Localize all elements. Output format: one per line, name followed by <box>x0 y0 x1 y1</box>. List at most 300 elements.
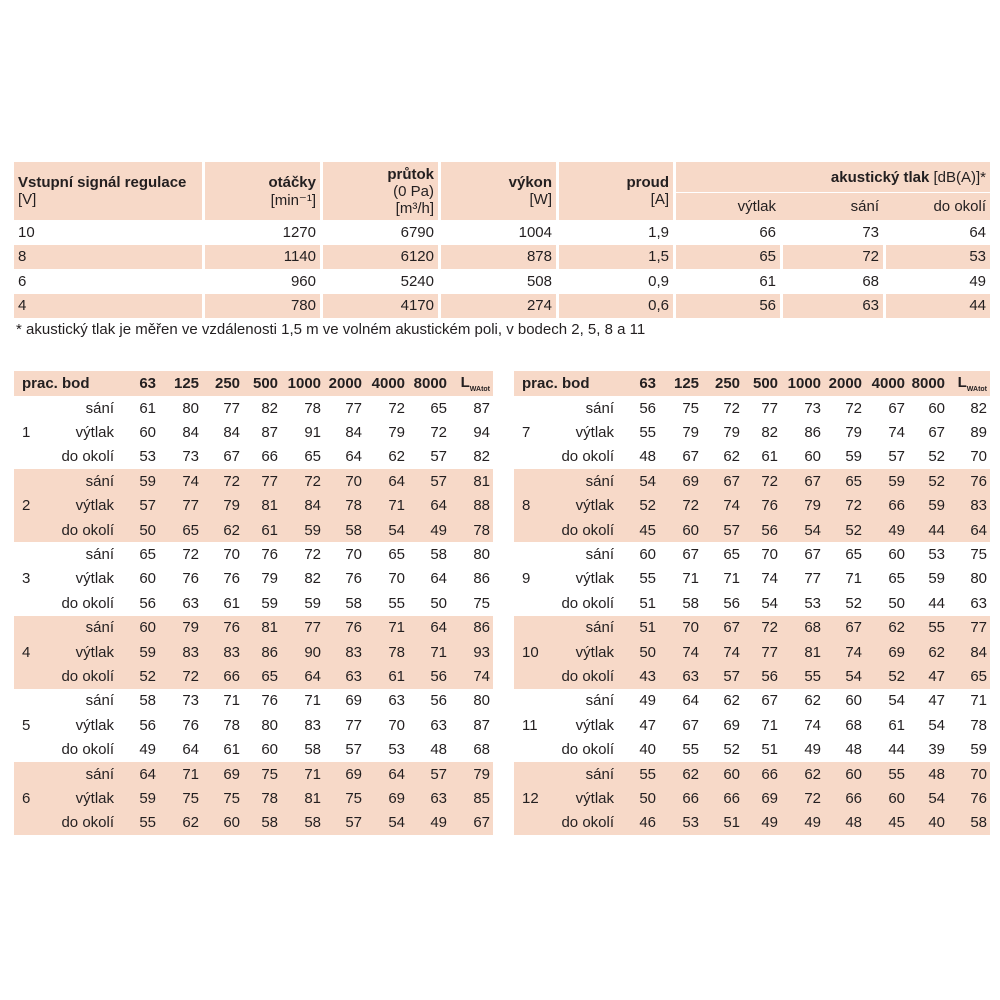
value-cell: 79 <box>723 424 741 442</box>
value-cell: 62 <box>723 448 741 466</box>
value-cell: 53 <box>928 546 946 564</box>
value-cell: 80 <box>473 546 491 564</box>
value-cell: 73 <box>804 399 822 417</box>
value-cell: 70 <box>682 619 700 637</box>
value-cell: 78 <box>304 399 322 417</box>
value-cell: 54 <box>388 521 406 539</box>
value-cell: 54 <box>928 789 946 807</box>
value-cell: 93 <box>473 643 491 661</box>
value-cell: 57 <box>723 521 741 539</box>
value-cell: 80 <box>182 399 200 417</box>
value-cell: 62 <box>223 521 241 539</box>
value-cell: 79 <box>261 570 279 588</box>
value-cell: 71 <box>388 497 406 515</box>
table-row <box>14 786 493 810</box>
value-cell: 60 <box>888 789 906 807</box>
value-cell: 67 <box>845 619 863 637</box>
value-cell: 71 <box>304 692 322 710</box>
value-cell: 55 <box>139 814 157 832</box>
value-cell: 65 <box>970 667 988 685</box>
value-cell: 69 <box>682 472 700 490</box>
value-cell: 65 <box>261 667 279 685</box>
table-row <box>14 689 493 713</box>
value-cell: 55 <box>682 741 700 759</box>
value-cell: 53 <box>388 741 406 759</box>
value-cell: 76 <box>261 692 279 710</box>
value-cell: 56 <box>430 667 448 685</box>
value-cell: 65 <box>430 399 448 417</box>
value-cell: 77 <box>182 497 200 515</box>
value-cell: 76 <box>223 619 241 637</box>
value-cell: 56 <box>761 667 779 685</box>
row-label: výtlak <box>75 497 115 515</box>
table-row <box>514 762 990 786</box>
value-cell: 88 <box>473 497 491 515</box>
value-cell: 46 <box>639 814 657 832</box>
value-cell: 52 <box>928 472 946 490</box>
value-cell: 57 <box>345 741 363 759</box>
footnote: * akustický tlak je měřen ve vzdálenosti 1,5 m ve volném akustickém poli, v bodech 2, 5, 8 a 11 <box>16 321 646 338</box>
operating-point-id: 3 <box>22 570 31 588</box>
value-cell: 57 <box>430 765 448 783</box>
value-cell: 78 <box>345 497 363 515</box>
value-cell: 72 <box>223 472 241 490</box>
value-cell: 52 <box>888 667 906 685</box>
table-row <box>14 591 493 615</box>
value-cell: 74 <box>182 472 200 490</box>
table-row <box>14 518 493 542</box>
value-cell: 45 <box>639 521 657 539</box>
table-row <box>14 811 493 835</box>
operating-point-id: 5 <box>22 716 31 734</box>
value-cell: 68 <box>473 741 491 759</box>
value-cell: 71 <box>723 570 741 588</box>
value-cell: 77 <box>345 716 363 734</box>
value-cell: 67 <box>682 716 700 734</box>
value-cell: 52 <box>723 741 741 759</box>
header-lwa-total: $L_{WAtot}$ <box>460 374 491 393</box>
value-cell: 49 <box>430 814 448 832</box>
octave-table-right <box>514 371 990 835</box>
value-cell: 61 <box>139 399 157 417</box>
header-power: výkon [W] <box>438 162 556 220</box>
value-cell: 75 <box>261 765 279 783</box>
value-cell: 61 <box>261 521 279 539</box>
table-row <box>514 591 990 615</box>
row-label: do okolí <box>561 448 615 466</box>
value-cell: 65 <box>845 546 863 564</box>
table-row <box>514 737 990 761</box>
value-cell: 52 <box>139 667 157 685</box>
header-frequency: 2000 <box>328 375 363 392</box>
operating-point-id: 9 <box>522 570 531 588</box>
value-cell: 49 <box>804 814 822 832</box>
value-cell: 60 <box>639 546 657 564</box>
value-cell: 83 <box>223 643 241 661</box>
value-cell: 64 <box>430 570 448 588</box>
value-cell: 61 <box>388 667 406 685</box>
value-cell: 56 <box>139 594 157 612</box>
value-cell: 58 <box>345 594 363 612</box>
value-cell: 48 <box>430 741 448 759</box>
header-frequency: 8000 <box>413 375 448 392</box>
value-cell: 60 <box>139 424 157 442</box>
value-cell: 69 <box>223 765 241 783</box>
value-cell: 62 <box>182 814 200 832</box>
value-cell: 64 <box>430 497 448 515</box>
value-cell: 58 <box>970 814 988 832</box>
value-cell: 77 <box>970 619 988 637</box>
header-frequency: 63 <box>139 375 157 392</box>
row-label: sání <box>585 692 615 710</box>
value-cell: 89 <box>970 424 988 442</box>
row-label: výtlak <box>575 789 615 807</box>
value-cell: 74 <box>761 570 779 588</box>
value-cell: 55 <box>639 765 657 783</box>
value-cell: 50 <box>139 521 157 539</box>
value-cell: 62 <box>928 643 946 661</box>
value-cell: 79 <box>223 497 241 515</box>
value-cell: 73 <box>182 692 200 710</box>
value-cell: 67 <box>723 472 741 490</box>
row-label: sání <box>585 546 615 564</box>
value-cell: 47 <box>928 667 946 685</box>
value-cell: 49 <box>639 692 657 710</box>
value-cell: 63 <box>345 667 363 685</box>
value-cell: 60 <box>723 765 741 783</box>
row-label: výtlak <box>75 424 115 442</box>
value-cell: 67 <box>682 448 700 466</box>
value-cell: 73 <box>182 448 200 466</box>
value-cell: 67 <box>682 546 700 564</box>
value-cell: 66 <box>682 789 700 807</box>
value-cell: 43 <box>639 667 657 685</box>
header-frequency: 125 <box>673 375 700 392</box>
value-cell: 78 <box>970 716 988 734</box>
row-label: sání <box>85 546 115 564</box>
value-cell: 70 <box>388 570 406 588</box>
value-cell: 50 <box>639 643 657 661</box>
value-cell: 56 <box>639 399 657 417</box>
value-cell: 68 <box>845 716 863 734</box>
value-cell: 71 <box>970 692 988 710</box>
header-frequency: 500 <box>752 375 779 392</box>
value-cell: 78 <box>473 521 491 539</box>
value-cell: 71 <box>388 619 406 637</box>
value-cell: 77 <box>804 570 822 588</box>
row-label: do okolí <box>561 594 615 612</box>
operating-point-id: 7 <box>522 424 531 442</box>
value-cell: 72 <box>723 399 741 417</box>
value-cell: 71 <box>223 692 241 710</box>
row-label: sání <box>585 765 615 783</box>
value-cell: 74 <box>723 497 741 515</box>
value-cell: 76 <box>761 497 779 515</box>
value-cell: 72 <box>182 546 200 564</box>
value-cell: 57 <box>888 448 906 466</box>
value-cell: 75 <box>473 594 491 612</box>
value-cell: 67 <box>804 546 822 564</box>
header-frequency: 8000 <box>911 375 946 392</box>
value-cell: 75 <box>345 789 363 807</box>
table-row <box>514 567 990 591</box>
value-cell: 51 <box>761 741 779 759</box>
value-cell: 72 <box>761 619 779 637</box>
value-cell: 62 <box>888 619 906 637</box>
value-cell: 51 <box>639 619 657 637</box>
table-row: 8 1140 6120 878 1,5 65 72 53 <box>14 245 990 270</box>
value-cell: 76 <box>970 789 988 807</box>
value-cell: 56 <box>761 521 779 539</box>
value-cell: 49 <box>888 521 906 539</box>
value-cell: 44 <box>928 594 946 612</box>
value-cell: 60 <box>682 521 700 539</box>
value-cell: 59 <box>928 497 946 515</box>
operating-point-id: 4 <box>22 643 31 661</box>
value-cell: 49 <box>139 741 157 759</box>
table-row <box>14 713 493 737</box>
value-cell: 55 <box>888 765 906 783</box>
value-cell: 55 <box>804 667 822 685</box>
value-cell: 71 <box>761 716 779 734</box>
value-cell: 72 <box>804 789 822 807</box>
value-cell: 51 <box>639 594 657 612</box>
header-lwa-total: $L_{WAtot}$ <box>957 374 988 393</box>
value-cell: 68 <box>804 619 822 637</box>
value-cell: 63 <box>970 594 988 612</box>
value-cell: 87 <box>473 399 491 417</box>
value-cell: 76 <box>345 619 363 637</box>
value-cell: 64 <box>139 765 157 783</box>
value-cell: 54 <box>804 521 822 539</box>
header-frequency: 4000 <box>871 375 906 392</box>
header-frequency: 125 <box>173 375 200 392</box>
value-cell: 80 <box>970 570 988 588</box>
value-cell: 70 <box>970 765 988 783</box>
table-row <box>514 786 990 810</box>
value-cell: 80 <box>261 716 279 734</box>
value-cell: 77 <box>223 399 241 417</box>
value-cell: 72 <box>430 424 448 442</box>
value-cell: 59 <box>304 594 322 612</box>
value-cell: 58 <box>430 546 448 564</box>
value-cell: 57 <box>345 814 363 832</box>
table-row <box>14 640 493 664</box>
value-cell: 52 <box>845 594 863 612</box>
octave-table-left <box>14 371 493 835</box>
value-cell: 85 <box>473 789 491 807</box>
value-cell: 50 <box>430 594 448 612</box>
value-cell: 72 <box>304 472 322 490</box>
value-cell: 82 <box>473 448 491 466</box>
value-cell: 65 <box>182 521 200 539</box>
table-header-row <box>14 371 493 396</box>
value-cell: 63 <box>388 692 406 710</box>
value-cell: 60 <box>888 546 906 564</box>
value-cell: 64 <box>970 521 988 539</box>
value-cell: 55 <box>388 594 406 612</box>
value-cell: 62 <box>723 692 741 710</box>
value-cell: 86 <box>473 619 491 637</box>
table-row <box>514 713 990 737</box>
value-cell: 54 <box>761 594 779 612</box>
value-cell: 84 <box>304 497 322 515</box>
value-cell: 39 <box>928 741 946 759</box>
value-cell: 86 <box>261 643 279 661</box>
value-cell: 64 <box>345 448 363 466</box>
subheader-suction: sání <box>780 193 883 220</box>
table-row: 6 960 5240 508 0,9 61 68 49 <box>18 272 987 290</box>
value-cell: 66 <box>761 765 779 783</box>
value-cell: 59 <box>304 521 322 539</box>
value-cell: 84 <box>970 643 988 661</box>
value-cell: 56 <box>723 594 741 612</box>
table-row <box>514 494 990 518</box>
value-cell: 65 <box>388 546 406 564</box>
header-frequency: 1000 <box>787 375 822 392</box>
value-cell: 77 <box>761 399 779 417</box>
row-label: výtlak <box>75 789 115 807</box>
value-cell: 64 <box>682 692 700 710</box>
value-cell: 83 <box>304 716 322 734</box>
table-row <box>514 420 990 444</box>
value-cell: 47 <box>639 716 657 734</box>
table-row <box>14 616 493 640</box>
table-row <box>514 689 990 713</box>
row-label: výtlak <box>75 570 115 588</box>
operating-point-id: 2 <box>22 497 31 515</box>
value-cell: 60 <box>804 448 822 466</box>
row-label: do okolí <box>561 741 615 759</box>
value-cell: 76 <box>970 472 988 490</box>
value-cell: 62 <box>682 765 700 783</box>
table-row <box>514 664 990 688</box>
value-cell: 54 <box>388 814 406 832</box>
value-cell: 82 <box>761 424 779 442</box>
header-frequency: 2000 <box>828 375 863 392</box>
value-cell: 56 <box>139 716 157 734</box>
value-cell: 65 <box>304 448 322 466</box>
table-row <box>14 542 493 566</box>
value-cell: 45 <box>888 814 906 832</box>
row-label: do okolí <box>61 741 115 759</box>
value-cell: 58 <box>345 521 363 539</box>
value-cell: 84 <box>345 424 363 442</box>
header-operating-point: prac. bod <box>522 375 590 392</box>
value-cell: 72 <box>682 497 700 515</box>
value-cell: 67 <box>223 448 241 466</box>
value-cell: 86 <box>473 570 491 588</box>
row-label: sání <box>85 472 115 490</box>
value-cell: 82 <box>304 570 322 588</box>
value-cell: 75 <box>223 789 241 807</box>
table-row <box>514 518 990 542</box>
table-row <box>14 494 493 518</box>
header-frequency: 1000 <box>287 375 322 392</box>
value-cell: 58 <box>139 692 157 710</box>
value-cell: 67 <box>928 424 946 442</box>
value-cell: 74 <box>804 716 822 734</box>
value-cell: 59 <box>139 472 157 490</box>
value-cell: 59 <box>139 789 157 807</box>
value-cell: 54 <box>639 472 657 490</box>
value-cell: 62 <box>804 765 822 783</box>
value-cell: 55 <box>928 619 946 637</box>
value-cell: 53 <box>682 814 700 832</box>
value-cell: 58 <box>304 814 322 832</box>
value-cell: 49 <box>761 814 779 832</box>
subheader-discharge: výtlak <box>673 193 780 220</box>
value-cell: 69 <box>888 643 906 661</box>
table-row <box>14 445 493 469</box>
value-cell: 70 <box>388 716 406 734</box>
row-label: do okolí <box>561 667 615 685</box>
value-cell: 84 <box>182 424 200 442</box>
value-cell: 70 <box>761 546 779 564</box>
value-cell: 83 <box>970 497 988 515</box>
row-label: výtlak <box>575 643 615 661</box>
value-cell: 65 <box>139 546 157 564</box>
value-cell: 59 <box>888 472 906 490</box>
operating-point-id: 10 <box>522 643 539 661</box>
value-cell: 55 <box>639 424 657 442</box>
row-label: sání <box>585 472 615 490</box>
value-cell: 57 <box>139 497 157 515</box>
row-label: sání <box>85 692 115 710</box>
value-cell: 71 <box>182 765 200 783</box>
value-cell: 77 <box>761 643 779 661</box>
value-cell: 78 <box>223 716 241 734</box>
value-cell: 59 <box>970 741 988 759</box>
value-cell: 72 <box>845 497 863 515</box>
table-row <box>514 640 990 664</box>
value-cell: 56 <box>430 692 448 710</box>
value-cell: 67 <box>723 619 741 637</box>
value-cell: 61 <box>223 594 241 612</box>
value-cell: 51 <box>723 814 741 832</box>
value-cell: 69 <box>345 692 363 710</box>
value-cell: 60 <box>845 692 863 710</box>
table-row <box>514 542 990 566</box>
value-cell: 71 <box>304 765 322 783</box>
value-cell: 79 <box>388 424 406 442</box>
value-cell: 54 <box>928 716 946 734</box>
row-label: výtlak <box>575 424 615 442</box>
value-cell: 72 <box>845 399 863 417</box>
header-acoustic: akustický tlak [dB(A)]* <box>673 162 990 193</box>
row-label: výtlak <box>75 643 115 661</box>
value-cell: 81 <box>804 643 822 661</box>
value-cell: 69 <box>723 716 741 734</box>
row-label: sání <box>85 765 115 783</box>
value-cell: 48 <box>845 741 863 759</box>
value-cell: 40 <box>928 814 946 832</box>
table-row <box>14 567 493 591</box>
value-cell: 91 <box>304 424 322 442</box>
header-frequency: 500 <box>252 375 279 392</box>
value-cell: 75 <box>682 399 700 417</box>
row-label: do okolí <box>61 521 115 539</box>
row-label: výtlak <box>75 716 115 734</box>
value-cell: 64 <box>304 667 322 685</box>
value-cell: 67 <box>804 472 822 490</box>
value-cell: 77 <box>304 619 322 637</box>
value-cell: 70 <box>345 472 363 490</box>
value-cell: 77 <box>261 472 279 490</box>
table-row <box>14 469 493 493</box>
value-cell: 52 <box>639 497 657 515</box>
value-cell: 60 <box>261 741 279 759</box>
